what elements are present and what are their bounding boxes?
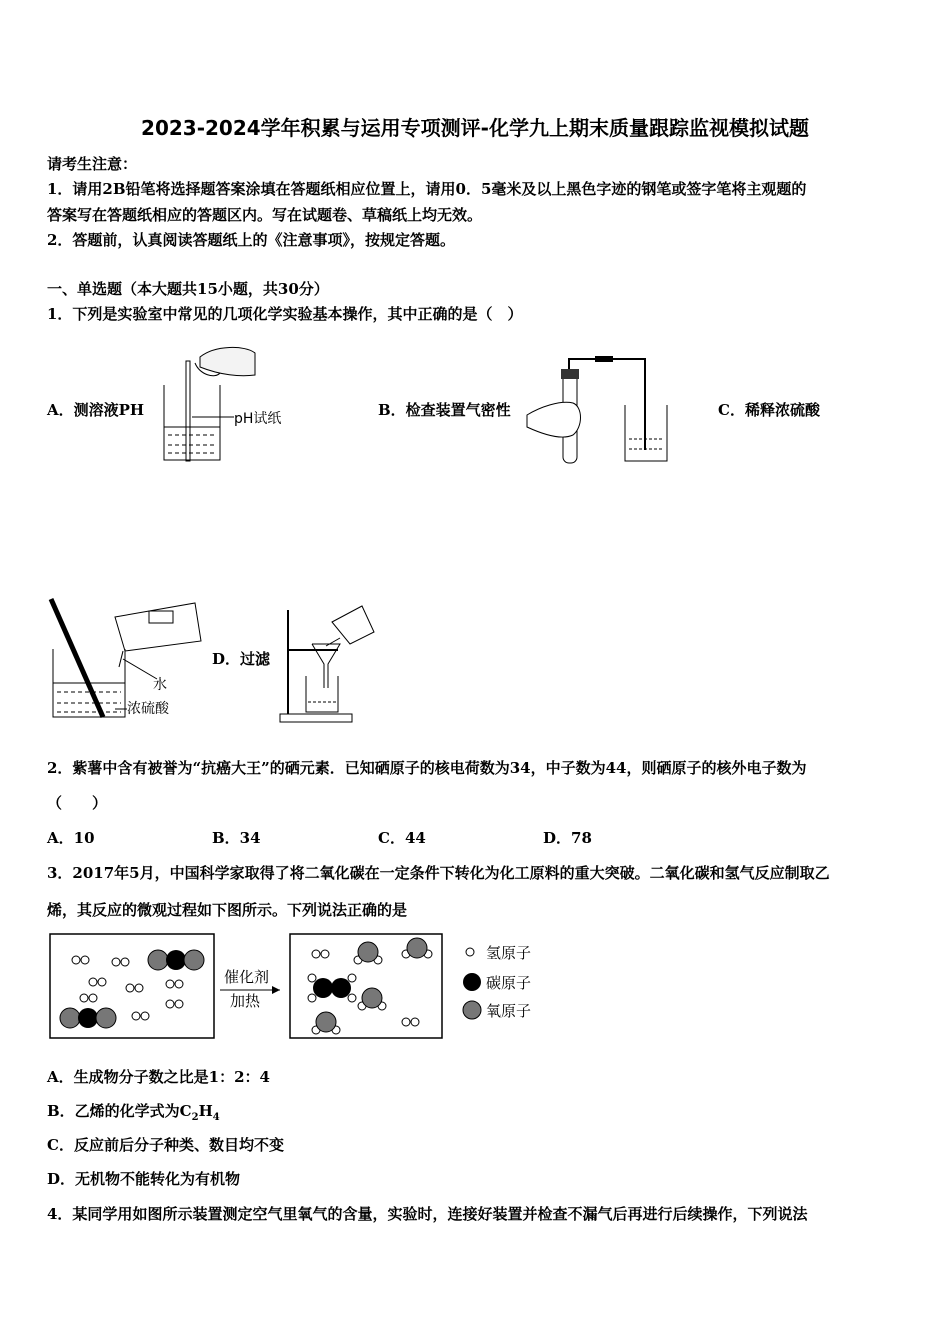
q3-option-b: B．乙烯的化学式为$C_2H_4$ xyxy=(47,1102,220,1123)
q2-option-a: A．10 xyxy=(47,829,95,847)
q3-option-d: D．无机物不能转化为有机物 xyxy=(47,1170,241,1188)
legend-hydrogen: 氢原子 xyxy=(486,944,532,962)
section-heading: 一、单选题（本大题共15小题，共30分） xyxy=(47,280,329,298)
notice-line-2: 2．答题前，认真阅读答题纸上的《注意事项》，按规定答题。 xyxy=(47,231,455,249)
q2-stem: 2．紫薯中含有被誉为“抗癌大王”的硒元素．已知硒原子的核电荷数为34，中子数为44，则硒原子的核外电子数为 xyxy=(47,759,807,777)
q1-figure-c xyxy=(45,597,215,722)
q1-option-d: D．过滤 xyxy=(212,650,271,668)
q3-reaction-diagram xyxy=(48,932,548,1042)
notice-line-1b: 答案写在答题纸相应的答题区内。写在试题卷、草稿纸上均无效。 xyxy=(47,206,483,224)
q2-stem-2: （ ） xyxy=(47,794,108,812)
q2-option-d: D．78 xyxy=(543,829,592,847)
q1-figure-b xyxy=(525,355,675,465)
q3-stem: 3．2017年5月，中国科学家取得了将二氧化碳在一定条件下转化为化工原料的重大突破。二氧化碳和氢气反应制取乙 xyxy=(47,864,830,882)
legend-carbon: 碳原子 xyxy=(486,974,532,992)
q1-stem: 1．下列是实验室中常见的几项化学实验基本操作，其中正确的是（ ） xyxy=(47,305,523,323)
q3-option-a: A．生成物分子数之比是1：2：4 xyxy=(47,1068,270,1086)
q3-stem-2: 烯，其反应的微观过程如下图所示。下列说法正确的是 xyxy=(47,901,408,919)
q1-option-c: C．稀释浓硫酸 xyxy=(718,401,820,419)
q1-figure-a xyxy=(160,345,300,465)
fig-a-label: pH试纸 xyxy=(234,411,282,427)
q4-stem: 4．某同学用如图所示装置测定空气里氧气的含量，实验时，连接好装置并检查不漏气后再进行后续操作，下列说法 xyxy=(47,1205,808,1223)
q3-option-c: C．反应前后分子种类、数目均不变 xyxy=(47,1136,284,1154)
page-title: 2023-2024学年积累与运用专项测评-化学九上期末质量跟踪监视模拟试题 xyxy=(141,116,809,140)
fig-c-water: 水 xyxy=(153,677,167,693)
q1-option-a: A．测溶液PH xyxy=(47,401,145,419)
fig-c-acid: 浓硫酸 xyxy=(127,701,169,717)
notice-heading: 请考生注意： xyxy=(47,155,138,173)
notice-line-1: 1．请用2B铅笔将选择题答案涂填在答题纸相应位置上，请用0．5毫米及以上黑色字迹的钢笔或签字笔将主观题的 xyxy=(47,180,807,198)
legend-oxygen: 氧原子 xyxy=(486,1002,532,1020)
q2-option-c: C．44 xyxy=(378,829,426,847)
heat-label: 加热 xyxy=(230,992,261,1010)
q1-option-b: B．检查装置气密性 xyxy=(378,401,511,419)
q2-option-b: B．34 xyxy=(212,829,261,847)
q1-figure-d xyxy=(278,602,388,727)
catalyst-label: 催化剂 xyxy=(224,968,270,986)
